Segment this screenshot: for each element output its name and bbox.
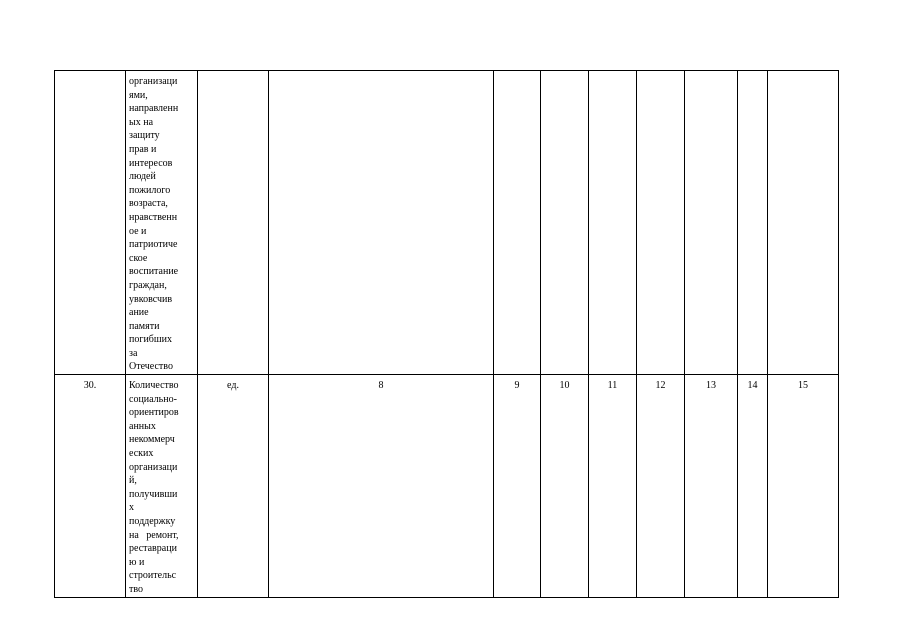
value-cell-13: 13: [685, 375, 738, 598]
unit-cell: ед.: [198, 375, 269, 598]
row-number-cell: 30.: [55, 375, 126, 598]
value-cell-14: [738, 71, 768, 375]
value-cell-9: 9: [494, 375, 541, 598]
value-cell-10: 10: [541, 375, 589, 598]
value-cell-14: 14: [738, 375, 768, 598]
unit-cell: [198, 71, 269, 375]
value-cell-9: [494, 71, 541, 375]
indicator-name-text: организаци ями, направленн ых на защиту прав и интересов людей пожилого возраста, нравственн ое и патриотиче ское воспитание граждан, увковсчив ание памяти погибших за Отечество: [129, 76, 179, 373]
table-row: [55, 71, 839, 375]
value-cell-8: [269, 71, 494, 375]
value-cell-12: 12: [637, 375, 685, 598]
indicator-name-cell: [126, 375, 198, 598]
value-cell-13: [685, 71, 738, 375]
value-cell-11: [589, 71, 637, 375]
value-cell-12: [637, 71, 685, 375]
value-cell-8: 8: [269, 375, 494, 598]
value-cell-11: 11: [589, 375, 637, 598]
indicator-name-cell: [126, 71, 198, 375]
table-row: [55, 375, 839, 598]
row-number-cell: [55, 71, 126, 375]
indicator-name-text: Количество социально- ориентиров анных некоммерч еских организаци й, получивши х поддержку на ремонт, реставраци ю и строительс тво: [129, 380, 179, 595]
indicators-table: [54, 70, 839, 598]
value-cell-15: 15: [768, 375, 839, 598]
value-cell-15: [768, 71, 839, 375]
value-cell-10: [541, 71, 589, 375]
